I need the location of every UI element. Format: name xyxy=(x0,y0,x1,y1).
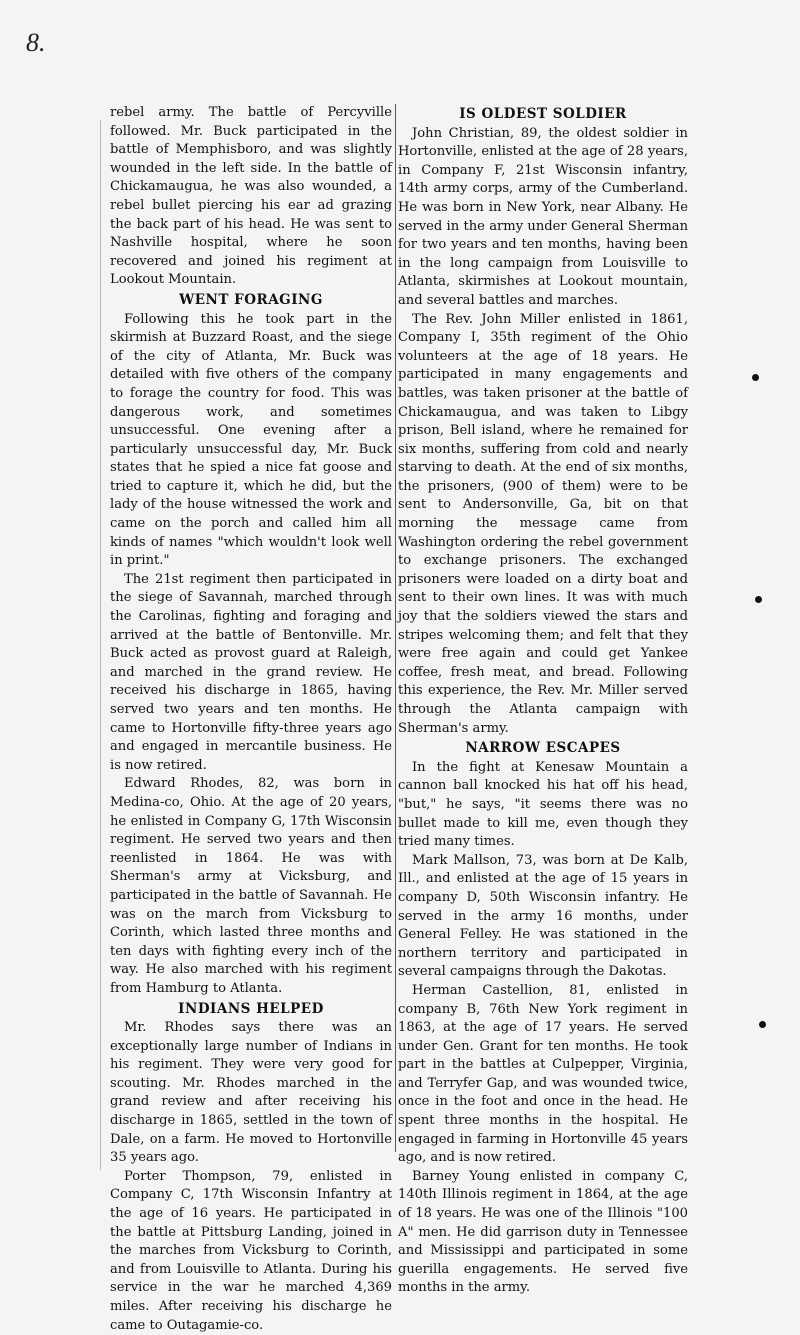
paragraph: rebel army. The battle of Percyville followed. Mr. Buck participated in the battle of Memphisboro, and was slightly wounded in the left side. In the battle of Chickamaugua, he was also wounded, a rebel bullet piercing his ear ad grazing the back part of his head. He was sent to Nashville hospital, where he soon recovered and joined his regiment at Lookout Mountain. xyxy=(110,105,392,288)
paragraph: Porter Thompson, 79, enlisted in Company C, 17th Wisconsin Infantry at the age of 16 years. He participated in the battle at Pittsburg Landing, joined in the marches from Vicksburg to Corinth, and from Louisville to Atlanta. During his service in the war he marched 4,369 miles. After receiving his discharge he came to Outagamie-co. xyxy=(110,1168,392,1333)
paragraph: In the fight at Kenesaw Mountain a cannon ball knocked his hat off his head, "but," he says, "it seems there was no bullet made to kill me, even though they tried many times. xyxy=(398,759,688,850)
page-number: 8. xyxy=(26,28,46,57)
column-rule xyxy=(395,104,396,1152)
paragraph: Herman Castellion, 81, enlisted in company B, 76th New York regiment in 1863, at the age of 17 years. He served under Gen. Grant for ten months. He took part in the battles at Culpepper, Virginia, and Terryfer Gap, and was wounded twice, once in the foot and once in the head. He spent three months in the hospital. He engaged in farming in Hortonville 45 years ago, and is now retired. xyxy=(398,982,688,1166)
paragraph: Barney Young enlisted in company C, 140th Illinois regiment in 1864, at the age of 18 years. He was one of the Illinois "100 A" men. He did garrison duty in Tennessee and Mississippi and participated in some guerilla engagements. He served five months in the army. xyxy=(398,1168,688,1296)
paragraph: The Rev. John Miller enlisted in 1861, Company I, 35th regiment of the Ohio volunteers at the age of 18 years. He participated in many engagements and battles, was taken prisoner at the battle of Chickamaugua, and was taken to Libgy prison, Bell island, where he remained for six months, suffering from cold and nearly starving to death. At the end of six months, the prisoners, (900 of them) were to be sent to Andersonville, Ga, bit on that morning the message came from Washington ordering the rebel government to exchange prisoners. The exchanged prisoners were loaded on a dirty boat and sent to their own lines. It was with much joy that the soldiers viewed the stars and stripes welcoming them; and felt that they were free again and could get Yankee coffee, fresh meat, and bread. Following this experience, the Rev. Mr. Miller served through the Atlanta campaign with Sherman's army. xyxy=(398,311,688,736)
left-column xyxy=(110,104,392,1335)
clipping-edge xyxy=(100,120,101,1170)
right-column xyxy=(398,104,688,1298)
subheading-indians-helped: INDIANS HELPED xyxy=(178,1000,324,1017)
binder-hole-mark xyxy=(759,1021,766,1028)
subheading-narrow-escapes: NARROW ESCAPES xyxy=(465,740,621,757)
paragraph: Edward Rhodes, 82, was born in Medina-co, Ohio. At the age of 20 years, he enlisted in Company G, 17th Wisconsin regiment. He served two years and then reenlisted in 1864. He was with Sherman's army at Vicksburg, and participated in the battle of Savannah. He was on the march from Vicksburg to Corinth, which lasted three months and ten days with fighting every inch of the way. He also marched with his regiment from Hamburg to Atlanta. xyxy=(110,776,392,996)
headline-oldest-soldier: IS OLDEST SOLDIER xyxy=(459,106,627,122)
paragraph: Following this he took part in the skirmish at Buzzard Roast, and the siege of the city of Atlanta, Mr. Buck was detailed with five others of the company to forage the country for food. This was dangerous work, and sometimes unsuccessful. One evening after a particularly unsuccessful day, Mr. Buck states that he spied a nice fat goose and tried to capture it, which he did, but the lady of the house witnessed the work and came on the porch and called him all kinds of names "which wouldn't look well in print." xyxy=(110,311,392,569)
paragraph: The 21st regiment then participated in the siege of Savannah, marched through the Carolinas, fighting and foraging and arrived at the battle of Bentonville. Mr. Buck acted as provost guard at Raleigh, and marched in the grand review. He received his discharge in 1865, having served two years and ten months. He came to Hortonville fifty-three years ago and engaged in mercantile business. He is now retired. xyxy=(110,571,392,773)
paragraph: John Christian, 89, the oldest soldier in Hortonville, enlisted at the age of 28 years, in Company F, 21st Wisconsin infantry, 14th army corps, army of the Cumberland. He was born in New York, near Albany. He served in the army under General Sherman for two years and ten months, having been in the long campaign from Louisville to Atlanta, skirmishes at Lookout mountain, and several battles and marches. xyxy=(398,125,688,308)
binder-hole-mark xyxy=(752,374,759,381)
paragraph: Mr. Rhodes says there was an exceptionally large number of Indians in his regiment. They were very good for scouting. Mr. Rhodes marched in the grand review and after receiving his discharge in 1865, settled in the town of Dale, on a farm. He moved to Hortonville 35 years ago. xyxy=(110,1020,392,1166)
subheading-went-foraging: WENT FORAGING xyxy=(179,291,323,308)
paragraph: Mark Mallson, 73, was born at De Kalb, Ill., and enlisted at the age of 15 years in company D, 50th Wisconsin infantry. He served in the army 16 months, under General Felley. He was stationed in the northern territory and participated in several campaigns through the Dakotas. xyxy=(398,852,688,980)
binder-hole-mark xyxy=(755,596,762,603)
